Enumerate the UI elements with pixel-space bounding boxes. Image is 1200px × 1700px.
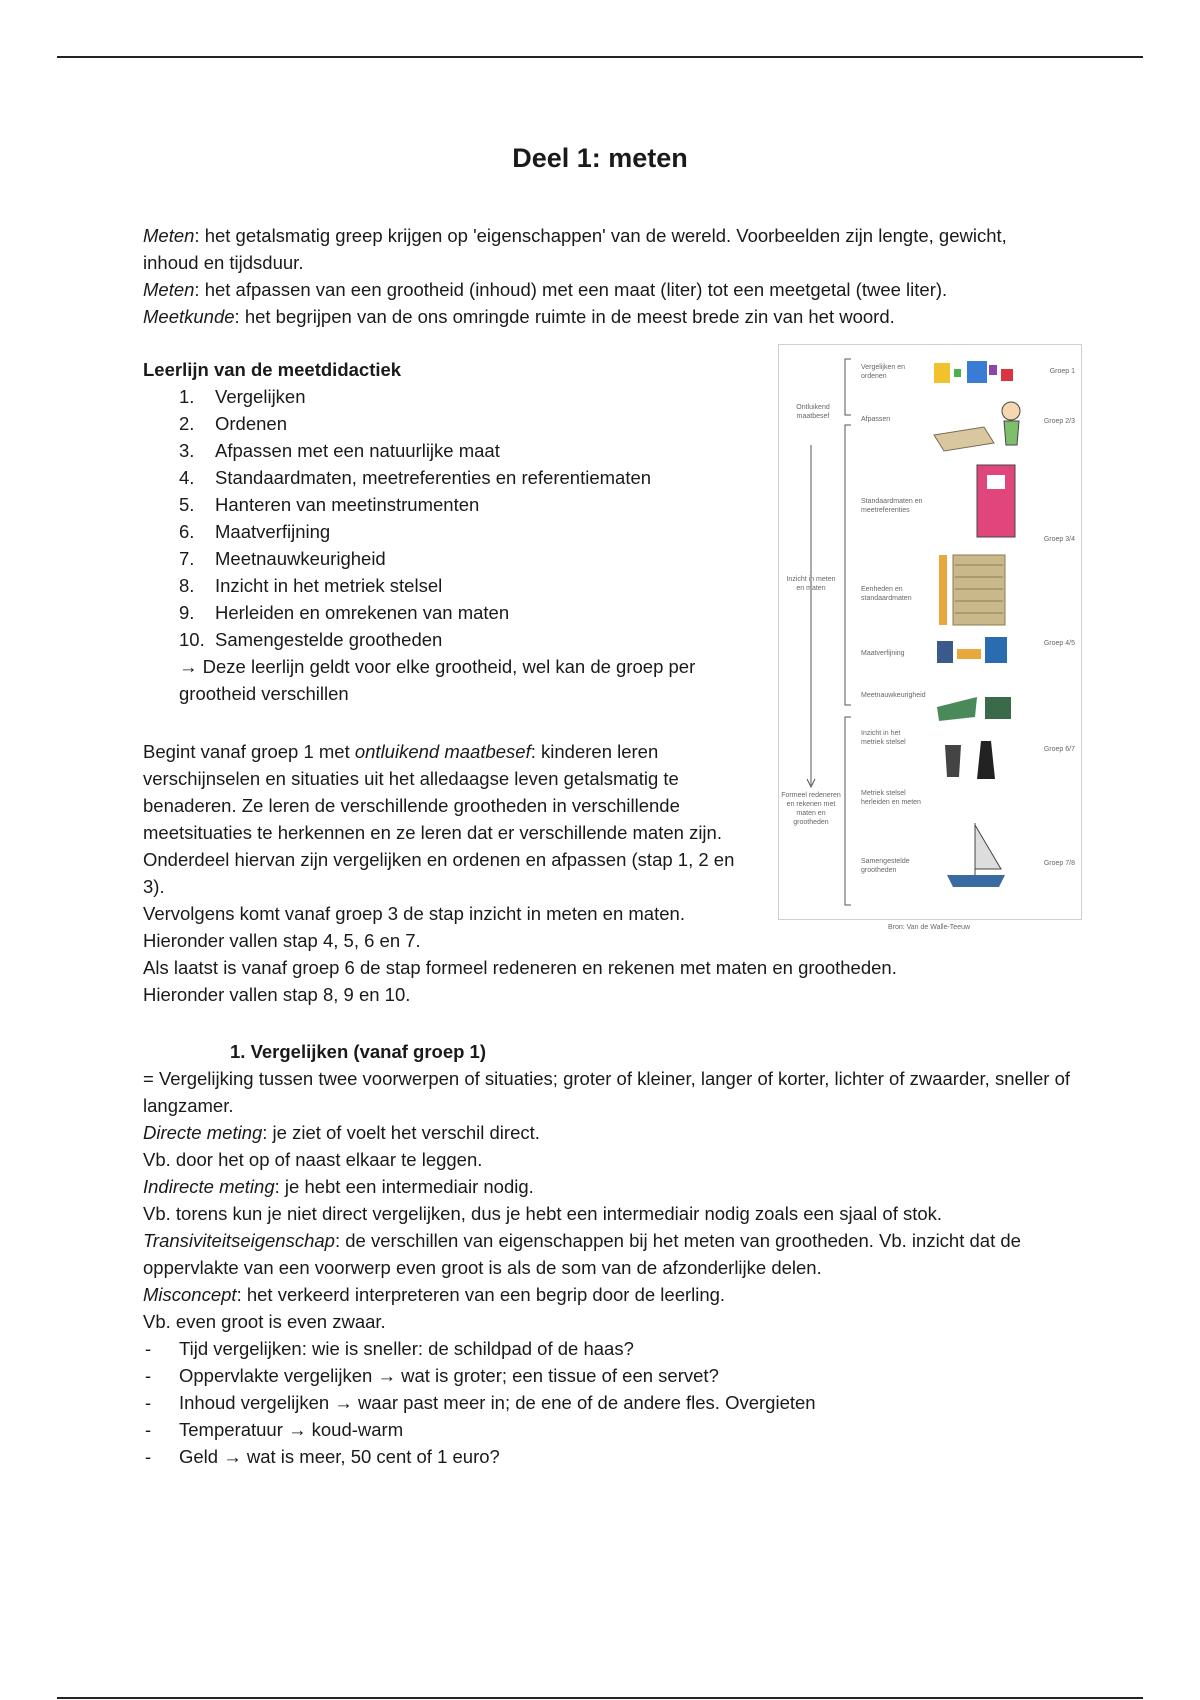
step-label: Eenheden en standaardmaten <box>861 586 912 602</box>
block-blue-icon <box>967 361 987 383</box>
paragraph: Als laatst is vanaf groep 6 de stap formeel redeneren en rekenen met maten en grootheden. Hieronder vallen stap 8, 9 en 10. <box>143 957 897 1005</box>
group-label: Groep 7/8 <box>1043 860 1075 867</box>
phase-label: Inzicht in meten en maten <box>786 576 836 592</box>
group-label: Groep 1 <box>1049 368 1075 375</box>
step-label: Meetnauwkeurigheid <box>861 692 926 699</box>
list-item: 10. Samengestelde grootheden <box>179 629 443 650</box>
block-red-icon <box>1001 369 1013 381</box>
section-definition: = Vergelijking tussen twee voorwerpen of situaties; groter of kleiner, langer of korter, lichter of zwaarder, sneller of langzamer. <box>143 1068 1071 1116</box>
step-label: Vergelijken en ordenen <box>861 364 905 380</box>
definition-meten-1: Meten: het getalsmatig greep krijgen op 'eigenschappen' van de wereld. Voorbeelden zijn lengte, gewicht, inhoud en tijdsduur. <box>143 225 1007 273</box>
step-label: Inzicht in het metriek stelsel <box>861 730 906 746</box>
list-item: 2. Ordenen <box>179 413 287 434</box>
list-item: - Geld → wat is meer, 50 cent of 1 euro? <box>143 1443 1073 1470</box>
header-rule <box>57 56 1143 58</box>
step-label: Samengestelde grootheden <box>861 858 910 874</box>
step-label: Metriek stelsel herleiden en meten <box>861 790 921 806</box>
step-label: Maatverfijning <box>861 650 905 657</box>
list-item: - Oppervlakte vergelijken → wat is groter; een tissue of een servet? <box>143 1362 1073 1389</box>
list-item: - Temperatuur → koud-warm <box>143 1416 1073 1443</box>
list-item: 9. Herleiden en omrekenen van maten <box>179 602 510 623</box>
page-title: Deel 1: meten <box>512 143 688 173</box>
section-vergelijken <box>143 1038 1073 1470</box>
list-item: 6. Maatverfijning <box>179 521 331 542</box>
learning-line-section <box>143 356 763 707</box>
list-item: 3. Afpassen met een natuurlijke maat <box>179 440 500 461</box>
example-direct: Vb. door het op of naast elkaar te leggen. <box>143 1149 483 1170</box>
list-item: 7. Meetnauwkeurigheid <box>179 548 386 569</box>
group-label: Groep 6/7 <box>1043 746 1075 753</box>
intro-definitions <box>143 222 1063 330</box>
comparison-examples-list <box>143 1335 1073 1470</box>
figure-caption: Bron: Van de Walle-Teeuw <box>887 924 971 931</box>
learning-line-note: → Deze leerlijn geldt voor elke grootheid, wel kan de groep per grootheid verschillen <box>179 656 696 704</box>
learning-line-list <box>143 383 763 653</box>
paragraph: Vervolgens komt vanaf groep 3 de stap inzicht in meten en maten. Hieronder vallen stap 4, 5, 6 en 7. <box>143 903 685 951</box>
section-heading: 1. Vergelijken (vanaf groep 1) <box>230 1041 487 1062</box>
learning-line-heading: Leerlijn van de meetdidactiek <box>143 359 402 380</box>
group-label: Groep 4/5 <box>1043 640 1075 647</box>
list-item: 4. Standaardmaten, meetreferenties en referentiematen <box>179 467 652 488</box>
list-item: - Inhoud vergelijken → waar past meer in; de ene of de andere fles. Overgieten <box>143 1389 1073 1416</box>
list-item: 8. Inzicht in het metriek stelsel <box>179 575 443 596</box>
step-label: Afpassen <box>861 416 891 423</box>
example-misconcept: Vb. even groot is even zwaar. <box>143 1311 386 1332</box>
example-indirect: Vb. torens kun je niet direct vergelijken, dus je hebt een intermediair nodig zoals een sjaal of stok. <box>143 1203 943 1224</box>
phase-label: Ontluikend maatbesef <box>796 404 830 420</box>
definition-indirect: Indirecte meting: je hebt een intermediair nodig. <box>143 1176 534 1197</box>
list-item: - Tijd vergelijken: wie is sneller: de schildpad of de haas? <box>143 1335 1073 1362</box>
footer-rule <box>57 1697 1143 1699</box>
definition-meetkunde: Meetkunde: het begrijpen van de ons omringde ruimte in de meest brede zin van het woord. <box>143 306 895 327</box>
phase-label: Formeel redeneren en rekenen met maten en grootheden <box>781 792 841 826</box>
list-item: 1. Vergelijken <box>179 386 306 407</box>
definition-direct: Directe meting: je ziet of voelt het verschil direct. <box>143 1122 540 1143</box>
block-yellow-icon <box>934 363 950 383</box>
definition-meten-2: Meten: het afpassen van een grootheid (inhoud) met een maat (liter) tot een meetgetal (twee liter). <box>143 279 948 300</box>
group-label: Groep 2/3 <box>1043 418 1075 425</box>
definition-transitivity: Transiviteitseigenschap: de verschillen van eigenschappen bij het meten van grootheden. Vb. inzicht dat de oppervlakte van een voorwerp even groot is als de som van de afzonderlijke delen. <box>143 1230 1021 1278</box>
step-label: Standaardmaten en meetreferenties <box>861 498 923 514</box>
group-label: Groep 3/4 <box>1043 536 1075 543</box>
learning-line-explanation <box>143 738 963 1008</box>
paragraph: Begint vanaf groep 1 met ontluikend maatbesef: kinderen leren verschijnselen en situaties uit het alledaagse leven getalsmatig te benaderen. Ze leren de verschillende grootheden in verschillende meetsituaties te herkennen en ze leren dat er verschillende maten zijn. Onderdeel hiervan zijn vergelijken en ordenen en afpassen (stap 1, 2 en 3). <box>143 741 735 897</box>
list-item: 5. Hanteren van meetinstrumenten <box>179 494 480 515</box>
definition-misconcept: Misconcept: het verkeerd interpreteren van een begrip door de leerling. <box>143 1284 726 1305</box>
